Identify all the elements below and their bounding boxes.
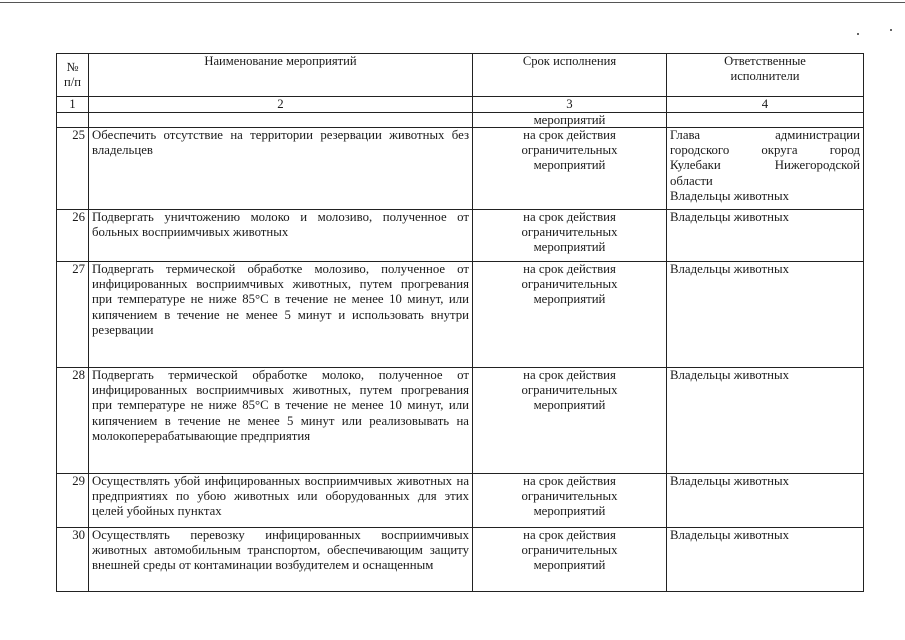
table-header-row bbox=[57, 54, 864, 97]
row-number: 25 bbox=[57, 128, 89, 210]
responsible-line: Глава администрации bbox=[670, 128, 860, 142]
continuation-term: мероприятий bbox=[473, 113, 667, 128]
header-responsible: Ответственные исполнители bbox=[667, 54, 864, 97]
measure-name: Подвергать термической обработке молозиво, полученное от инфицированных восприимчивых животных, путем прогревания при температуре не ниже 85°С в течение не менее 10 минут, или кипячением в течение не менее 5 минут и использовать внутри резервации bbox=[89, 262, 473, 368]
table-row bbox=[57, 474, 864, 528]
measures-table bbox=[56, 53, 864, 592]
measure-term: на срок действия ограничительных мероприятий bbox=[473, 262, 667, 368]
table-row bbox=[57, 262, 864, 368]
responsible-line: Владельцы животных bbox=[670, 210, 789, 224]
measure-term: на срок действия ограничительных мероприятий bbox=[473, 128, 667, 210]
measure-responsible bbox=[667, 474, 864, 528]
header-term: Срок исполнения bbox=[473, 54, 667, 97]
responsible-line: области bbox=[670, 173, 713, 188]
measure-term: на срок действия ограничительных мероприятий bbox=[473, 210, 667, 262]
responsible-line: Владельцы животных bbox=[670, 262, 789, 276]
measure-name: Обеспечить отсутствие на территории резервации животных без владельцев bbox=[89, 128, 473, 210]
column-index: 3 bbox=[473, 97, 667, 113]
measure-responsible bbox=[667, 262, 864, 368]
scan-speck bbox=[890, 29, 892, 31]
row-number: 27 bbox=[57, 262, 89, 368]
measure-term: на срок действия ограничительных мероприятий bbox=[473, 474, 667, 528]
measure-term: на срок действия ограничительных мероприятий bbox=[473, 368, 667, 474]
row-number: 28 bbox=[57, 368, 89, 474]
row-number: 26 bbox=[57, 210, 89, 262]
column-index-row bbox=[57, 97, 864, 113]
measure-name: Осуществлять убой инфицированных восприимчивых животных на предприятиях по убою животных или оборудованных для этих целей убойных пунктах bbox=[89, 474, 473, 528]
measure-name: Осуществлять перевозку инфицированных восприимчивых животных автомобильным транспортом, обеспечивающим защиту внешней среды от контаминации возбудителем и оснащенным bbox=[89, 528, 473, 592]
responsible-line: Владельцы животных bbox=[670, 474, 789, 488]
measure-term: на срок действия ограничительных мероприятий bbox=[473, 528, 667, 592]
responsible-line: Владельцы животных bbox=[670, 528, 789, 542]
table-row bbox=[57, 128, 864, 210]
page-top-rule bbox=[0, 2, 905, 3]
continuation-row bbox=[57, 113, 864, 128]
table-row bbox=[57, 368, 864, 474]
measure-name: Подвергать термической обработке молоко, полученное от инфицированных восприимчивых животных, путем прогревания при температуре не ниже 85°С в течение не менее 10 минут, или кипячением в течение не менее 5 минут или реализовывать на молокоперерабатывающие предприятия bbox=[89, 368, 473, 474]
header-number: № п/п bbox=[57, 54, 89, 97]
responsible-line: Кулебаки Нижегородской bbox=[670, 158, 860, 173]
table-row bbox=[57, 528, 864, 592]
measure-responsible bbox=[667, 128, 864, 210]
column-index: 4 bbox=[667, 97, 864, 113]
measure-responsible bbox=[667, 368, 864, 474]
measure-name: Подвергать уничтожению молоко и молозиво, полученное от больных восприимчивых животных bbox=[89, 210, 473, 262]
measure-responsible bbox=[667, 528, 864, 592]
responsible-line: Владельцы животных bbox=[670, 188, 789, 203]
responsible-line: Владельцы животных bbox=[670, 368, 789, 382]
row-number: 30 bbox=[57, 528, 89, 592]
column-index: 2 bbox=[89, 97, 473, 113]
responsible-line: городского округа город bbox=[670, 143, 860, 158]
column-index: 1 bbox=[57, 97, 89, 113]
scan-speck bbox=[857, 33, 859, 35]
row-number: 29 bbox=[57, 474, 89, 528]
measure-responsible bbox=[667, 210, 864, 262]
header-measure-name: Наименование мероприятий bbox=[89, 54, 473, 97]
table-row bbox=[57, 210, 864, 262]
